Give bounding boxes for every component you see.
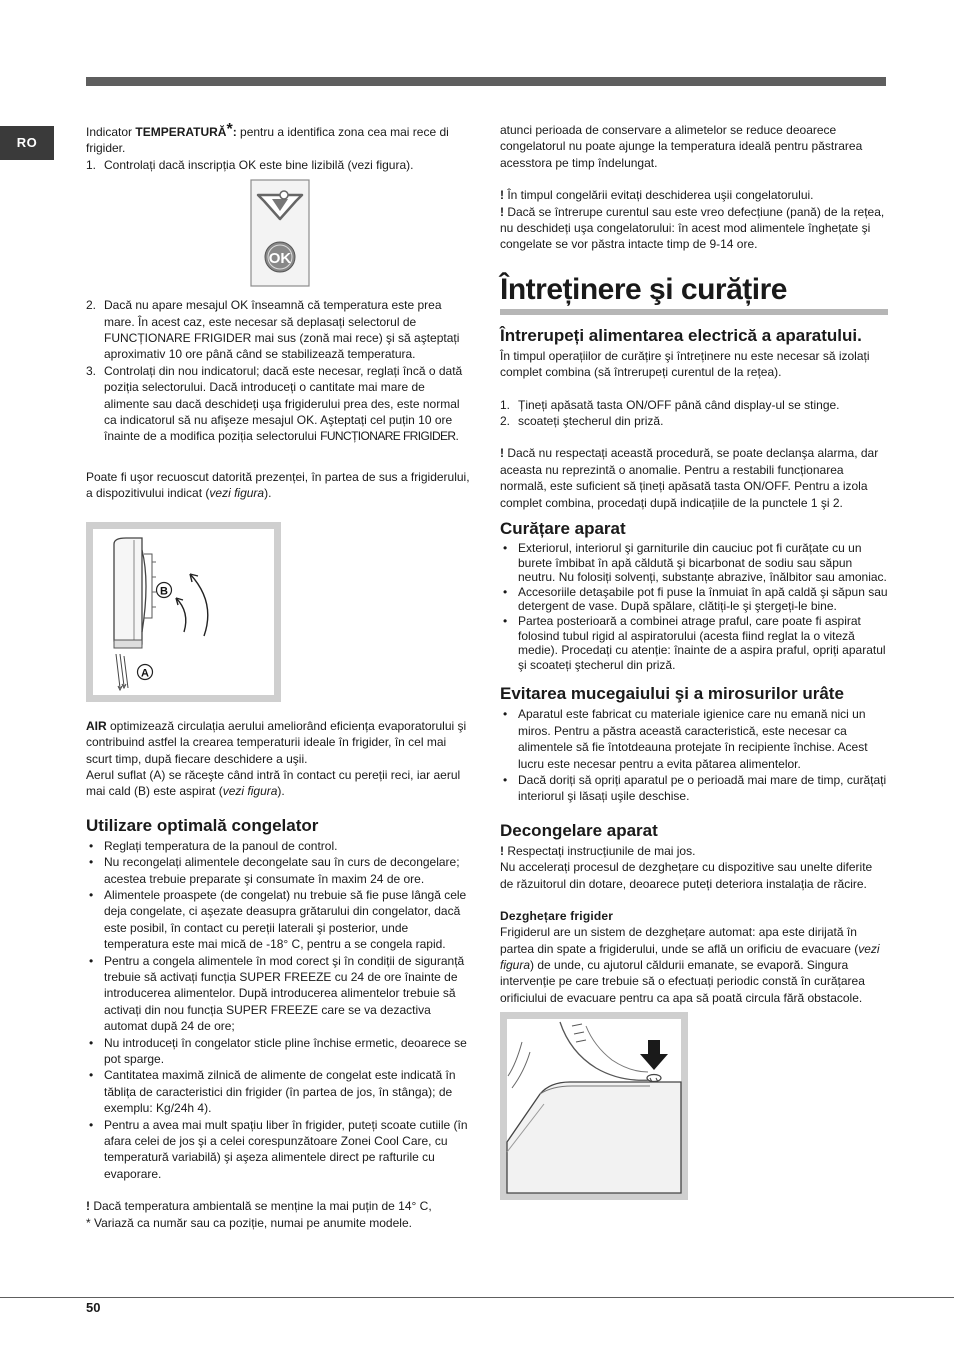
ok-label: OK bbox=[268, 250, 292, 268]
warning-door: ! În timpul congelării evitați deschiderea uşii congelatorului. bbox=[500, 188, 814, 203]
cleaning-heading: Curățare aparat bbox=[500, 519, 626, 539]
mold-heading: Evitarea mucegaiului şi a mirosurilor urâte bbox=[500, 684, 844, 704]
header-rule bbox=[86, 77, 886, 86]
freezer-heading: Utilizare optimală congelator bbox=[86, 815, 319, 835]
right-column bbox=[500, 122, 888, 1200]
section-title: Întreținere şi curățire bbox=[500, 272, 787, 306]
freezer-list bbox=[86, 838, 472, 1183]
page-number: 50 bbox=[86, 1300, 101, 1315]
list-item: • Alimentele proaspete (de congelat) nu trebuie să fie puse lângă cele deja congelate, ci aşezate deasupra grătarului din congelator, dacă este posibil, în contact cu pereții laterali şi posterior, unde temperatura este mai mică de -18° C, pentru a se congela rapid. bbox=[86, 887, 472, 953]
list-item: • Accesoriile detaşabile pot fi puse la înmuiat în apă caldă şi săpun sau detergent de vase. După spălare, clătiți-le şi ştergeți-le bine. bbox=[500, 585, 888, 614]
figure-label-b: B bbox=[160, 585, 168, 598]
models-footnote: * Variază ca număr sau ca poziție, numai pe anumite modele. bbox=[86, 1215, 412, 1230]
fridge-defrost-heading: Dezghețare frigider bbox=[500, 909, 614, 924]
defrost-paragraph: Nu accelerați procesul de dezghețare cu dispozitive sau unelte diferite de răzuitorul din dotare, deoarece puteți deteriora instalația de răcire. bbox=[500, 860, 873, 891]
cleaning-list bbox=[500, 541, 888, 672]
list-item: • Nu introduceți în congelator sticle pline închise ermetic, deoarece se pot sparge. bbox=[86, 1035, 472, 1068]
temperature-indicator-icon bbox=[250, 179, 310, 287]
air-device-illustration bbox=[86, 522, 281, 702]
power-note: ! Dacă nu respectați această procedură, se poate declanşa alarma, dar aceasta nu reprezintă o anomalie. Pentru a restabili funcționarea normală, este suficient să țineți apăsată tasta ON/OFF. Pentru a izola complet combina, procedați după indicațiile de la punctele 1 şi 2. bbox=[500, 446, 879, 510]
list-item: • Pentru a avea mai mult spațiu liber în frigider, puteți scoate cutiile (în afara celei de jos şi a celei corespunzătoare Zonei Cool Care, cu temperatură variabilă) şi aşeza alimentele direct pe rafturile cu evaporare. bbox=[86, 1117, 472, 1183]
defrost-note: ! Respectați instrucțiunile de mai jos. bbox=[500, 843, 696, 858]
indicator-paragraph: Indicator TEMPERATURĂ*: pentru a identifica zona cea mai rece di frigider. bbox=[86, 121, 449, 156]
power-step-2: 2. scoateți ştecherul din priză. bbox=[500, 414, 664, 429]
step-1: 1. Controlați dacă inscripția OK este bine lizibilă (vezi figura). bbox=[86, 157, 414, 172]
air-paragraph: AIR optimizează circulația aerului ameliorând eficiența evaporatorului şi contribuind astfel la crearea temperaturii ideale în frigider, în cel mai scurt timp, după fiecare deschidere a uşii. bbox=[86, 718, 467, 766]
list-item: • Cantitatea maximă zilnică de alimente de congelat este indicată în tăblița de caracteristici din frigider (în partea de jos, în stânga); de exemplu: Kg/24h 4). bbox=[86, 1067, 472, 1116]
list-item: • Exteriorul, interiorul şi garniturile din cauciuc pot fi curățate cu un burete îmbibat în apă căldută şi bicarbonat de sodiu sau săpun neutru. Nu folosiți solvenți, substanțe abrazive, înălbitor sau amoniac. bbox=[500, 541, 888, 585]
list-item: • Nu recongelați alimentele decongelate sau în curs de decongelare; acestea trebuie preparate şi consumate în maxim 24 de ore. bbox=[86, 854, 472, 887]
defrost-drain-figure bbox=[500, 1012, 688, 1200]
fridge-defrost-paragraph: Frigiderul are un sistem de dezghețare automat: apa este dirijată în partea din spate a frigiderului, unde se află un orificiu de evacuare (vezi figura) de unde, cu ajutorul căldurii emanate, se evaporă. Singura intervenție pe care trebuie să o efectuați periodic constă în curățarea orificiului de evacuare pentru ca apa să poată circula fără obstacole. bbox=[500, 925, 880, 1005]
air-device-figure bbox=[86, 522, 281, 702]
power-paragraph: În timpul operațiilor de curățire şi întreținere nu este necesar să izolați complet combina (să întrerupeți curentul de la rețea). bbox=[500, 348, 870, 380]
defrost-heading: Decongelare aparat bbox=[500, 820, 658, 840]
recognize-paragraph: Poate fi uşor recuoscut datorită prezenței, în partea de sus a frigiderului, a dispozitivului indicat (vezi figura). bbox=[86, 469, 470, 501]
power-heading: Întrerupeți alimentarea electrică a aparatului. bbox=[500, 325, 862, 345]
power-step-1: 1. Țineți apăsată tasta ON/OFF până când display-ul se stinge. bbox=[500, 397, 840, 412]
step-2: 2. Dacă nu apare mesajul OK înseamnă că temperatura este prea mare. În acest caz, este necesar să deplasați selectorul de FUNCȚIONARE FRIGIDER mai sus (zonă mai rece) şi să aşteptați aproximativ 10 ore până când se stabilizează temperatura. bbox=[86, 298, 460, 362]
list-item: • Partea posterioară a combinei atrage praful, care poate fi aspirat folosind tubul rigid al aspiratorului (acesta fiind reglat la o viteză medie). Procedați cu atenție: înainte de a aspira praful, opriți aparatul şi scoateți ştecherul din priză. bbox=[500, 614, 888, 672]
list-item: • Reglați temperatura de la panoul de control. bbox=[86, 838, 472, 854]
temperature-indicator-figure bbox=[250, 179, 310, 287]
power-steps bbox=[500, 397, 888, 430]
language-tab: RO bbox=[0, 126, 54, 160]
figure-label-a: A bbox=[141, 667, 149, 680]
list-item: • Dacă doriți să opriți aparatul pe o perioadă mai mare de timp, curățați interiorul şi lăsați uşile deschise. bbox=[500, 772, 888, 805]
mold-list bbox=[500, 706, 888, 804]
warning-power: ! Dacă se întrerupe curentul sau este vreo defecțiune (pană) de la rețea, nu deschideți uşa congelatorului: în acest mod alimentele înghețate şi congelate se vor păstra intacte timp de 9-14 ore. bbox=[500, 204, 885, 252]
drain-hole-illustration bbox=[500, 1012, 688, 1200]
air-flow-paragraph: Aerul suflat (A) se răceşte când intră în contact cu pereții reci, iar aerul mai cald (B) este aspirat (vezi figura). bbox=[86, 767, 461, 799]
ambient-note: ! Dacă temperatura ambientală se menține la mai puțin de 14° C, bbox=[86, 1199, 432, 1214]
list-item: • Pentru a congela alimentele în mod corect şi în condiții de siguranță trebuie să activați funcția SUPER FREEZE cu 24 de ore înainte de introducerea alimentelor. După introducerea alimentelor trebuie să activați din nou funcția SUPER FREEZE care se va dezactiva automat după 24 de ore; bbox=[86, 953, 472, 1035]
indicator-steps-continued bbox=[86, 297, 472, 445]
intro-paragraph: atunci perioada de conservare a alimetelor se reduce deoarece congelatorul nu poate ajunge la temperatura ideală pentru păstrarea acesstora pe timp îndelungat. bbox=[500, 123, 863, 170]
list-item: • Aparatul este fabricat cu materiale igienice care nu emană nici un miros. Pentru a păstra această caracteristică, este necesar ca alimentele să fie întotdeauna protejate în recipiente închise. Acest lucru este necesar pentru a evita pătarea alimentelor. bbox=[500, 706, 888, 772]
left-column bbox=[86, 122, 472, 1231]
indicator-steps bbox=[86, 157, 472, 173]
step-3: 3. Controlați din nou indicatorul; dacă este necesar, reglați încă o dată poziția selectorului. Dacă introduceți o cantitate mai mare de alimente sau dacă deschideți uşa frigiderului prea des, este normal ca indicatorul să nu afişeze mesajul OK. Aşteptați cel puțin 10 ore înainte de a modifica poziția selectorului FUNCȚIONARE FRIGIDER. bbox=[86, 363, 463, 444]
footer-rule bbox=[0, 1297, 954, 1298]
